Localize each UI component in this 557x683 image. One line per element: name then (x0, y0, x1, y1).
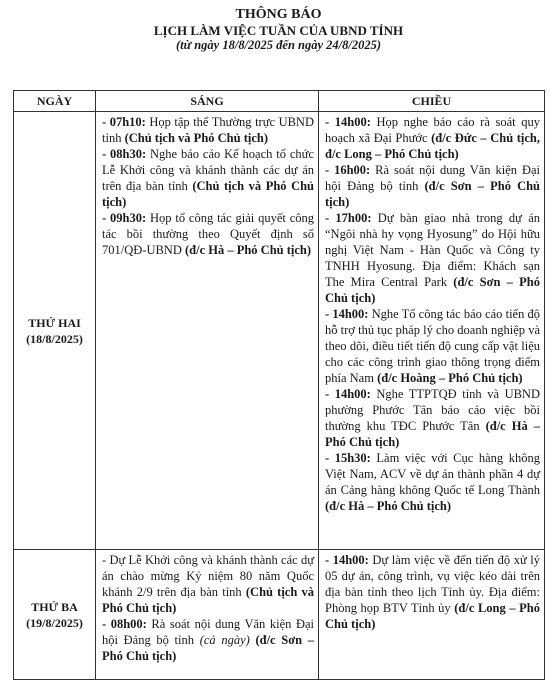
entry-text: Rà soát nội dung Văn kiện Đại hội Đảng bộ tỉnh (325, 163, 541, 193)
schedule-entry (325, 306, 540, 386)
entry-time: - 08h30: (102, 147, 147, 161)
afternoon-cell (319, 112, 545, 550)
morning-cell (96, 550, 319, 680)
entry-lead: (đ/c Hoàng – Phó Chủ tịch) (377, 371, 523, 385)
entry-text: Họp nghe báo cáo rà soát quy hoạch xã Đại Phước (325, 115, 540, 145)
entry-text: Nghe báo cáo Kế hoạch tổ chức Lễ Khởi công và khánh thành các dự án trên địa bàn tỉnh (102, 147, 314, 193)
entry-time: - (102, 553, 110, 567)
entry-text: Dự bàn giao nhà trong dự án “Ngôi nhà hy vọng Hyosung” do Hội hữu nghị Việt Nam - Hàn Quốc và Công ty TNHH Hyosung. Địa điểm: Khách sạn The Mira Central Park (325, 211, 540, 289)
entry-lead: (đ/c Đức – Chủ tịch, đ/c Long – Phó Chủ tịch) (325, 131, 541, 161)
entry-lead: (đ/c Sơn – Phó Chủ tịch) (325, 179, 541, 209)
header-row (14, 91, 545, 112)
entry-text: Nghe TTPTQĐ tỉnh và UBND phường Phước Tân báo cáo việc bồi thường khu TĐC Phước Tân (325, 387, 540, 433)
schedule-entry (325, 114, 540, 162)
schedule-entry (325, 450, 540, 514)
day-cell (14, 550, 96, 680)
schedule-table (13, 90, 545, 680)
entry-lead: (Chủ tịch và Phó Chủ tịch) (102, 179, 315, 209)
entry-time: - 08h00: (102, 617, 147, 631)
entry-text: Dự Lễ Khởi công và khánh thành các dự án chào mừng Kỷ niệm 80 năm Quốc khánh 2/9 trên địa bàn tỉnh (102, 553, 314, 599)
entry-lead: (đ/c Hà – Phó Chủ tịch) (184, 243, 312, 257)
schedule-entry (102, 552, 314, 616)
entry-lead: (đ/c Sơn – Phó Chủ tịch) (325, 275, 540, 305)
entry-time: - 09h30: (102, 211, 147, 225)
notice-header (0, 0, 557, 53)
entry-time: - 14h00: (325, 307, 369, 321)
entry-lead: (Chủ tịch và Phó Chủ tịch) (124, 131, 268, 145)
column-header-day: NGÀY (14, 91, 96, 112)
entry-lead: (đ/c Sơn – Phó Chủ tịch) (102, 633, 315, 663)
entry-lead: (đ/c Hà – Phó Chủ tịch) (325, 419, 540, 449)
entry-time: - 17h00: (325, 211, 372, 225)
entry-text: Làm việc với Cục hàng không Việt Nam, ACV về dự án thành phần 4 dự án Cảng hàng không Quốc tế Long Thành (325, 451, 541, 497)
entry-text: Họp tổ công tác giải quyết công tác bồi thường theo Quyết định số 701/QĐ-UBND (102, 211, 314, 257)
schedule-entry (102, 146, 314, 210)
afternoon-cell (319, 550, 545, 680)
schedule-entry (102, 616, 314, 664)
notice-subtitle: LỊCH LÀM VIỆC TUẦN CỦA UBND TỈNH (153, 23, 404, 38)
day-name: THỨ HAI (28, 315, 81, 330)
column-header-morning: SÁNG (96, 91, 319, 112)
entry-time: - 16h00: (325, 163, 371, 177)
table-row (14, 550, 545, 680)
schedule-entry (102, 210, 314, 258)
schedule-entry (325, 552, 540, 632)
entry-time: - 15h30: (325, 451, 371, 465)
entry-lead: (đ/c Long – Phó Chủ tịch) (325, 601, 540, 631)
entry-text: Họp tập thể Thường trực UBND tỉnh (102, 115, 314, 145)
schedule-entry (102, 114, 314, 146)
schedule-entry (325, 162, 540, 210)
notice-title: THÔNG BÁO (235, 7, 322, 22)
entry-text: Nghe Tổ công tác báo cáo tiến độ hỗ trợ thủ tục pháp lý cho doanh nghiệp và theo dõi, điều tiết tiến độ cung cấp vật liệu cho các công trình giao thông trọng điểm phía Nam (325, 307, 540, 385)
morning-cell (96, 112, 319, 550)
day-date: (18/8/2025) (26, 331, 83, 346)
entry-time: - 14h00: (325, 553, 369, 567)
schedule-entry (325, 386, 540, 450)
entry-time: - 14h00: (325, 115, 371, 129)
entry-note: (cả ngày) (199, 633, 250, 647)
entry-text: Rà soát nội dung Văn kiện Đại hội Đảng bộ tỉnh (102, 617, 315, 647)
day-date: (19/8/2025) (26, 615, 83, 630)
column-header-afternoon: CHIỀU (319, 91, 545, 112)
notice-date-range: (từ ngày 18/8/2025 đến ngày 24/8/2025) (175, 38, 382, 52)
entry-time: - 14h00: (325, 387, 371, 401)
schedule-entry (325, 210, 540, 306)
entry-lead: (đ/c Hà – Phó Chủ tịch) (325, 499, 452, 513)
day-name: THỨ BA (31, 599, 78, 614)
entry-text: Dự làm việc về đến tiến độ xử lý 05 dự án, công trình, vụ việc kéo dài trên địa bàn tỉnh theo lịch Tỉnh ủy. Địa điểm: Phòng họp BTV Tỉnh ủy (325, 553, 541, 615)
day-cell (14, 112, 96, 550)
entry-lead: (Chủ tịch và Phó Chủ tịch) (102, 585, 314, 615)
entry-time: - 07h10: (102, 115, 146, 129)
table-row (14, 112, 545, 550)
